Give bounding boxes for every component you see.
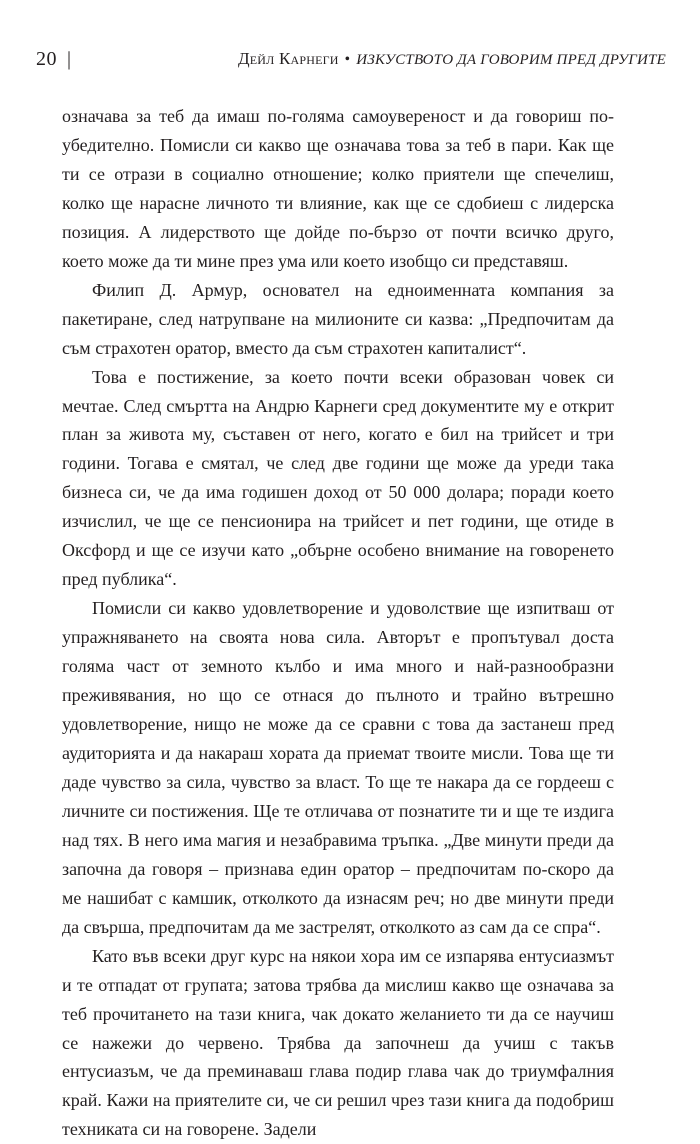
paragraph-continued: означава за теб да имаш по-голяма самоувереност и да говориш по-убедително. Помисли си какво ще означава това за теб в пари. Как ще ти се отрази в социално отношение; колко приятели ще спечелиш, колко ще нарасне личното ти влияние, как ще се сдобиеш с лидерска позиция. А лидерството ще дойде по-бързо от почти всичко друго, което може да ти мине през ума или което изобщо си представяш. — [62, 106, 614, 271]
paragraph: Помисли си какво удовлетворение и удоволствие ще изпитваш от упражняването на своята нова сила. Авторът е пропътувал доста голяма част от земното кълбо и има много и най-разнообразни преживявания, но що се отнася до пълното и трайно вътрешно удовлетворение, нищо не може да се сравни с това да застанеш пред аудиторията и да накараш хората да приемат твоите мисли. Това ще ти даде чувство за сила, чувство за власт. То ще те накара да се гордееш с личните си постижения. Ще те отличава от познатите ти и ще те издига над тях. В него има магия и незабравима тръпка. „Две минути преди да започна да говоря – признава един оратор – предпочитам по-скоро да ме нашибат с камшик, отколкото да изнасям реч; но две минути преди да свърша, предпочитам да ме застрелят, отколкото аз сам да се спра“. — [62, 598, 614, 937]
header-divider: | — [67, 47, 72, 70]
paragraph: Като във всеки друг курс на някои хора им се изпарява ентусиазмът и те отпадат от групата; затова трябва да мислиш какво ще означава за теб прочитането на тази книга, чак докато желанието ти да се научиш се нажежи до червено. Трябва да започнеш да учиш с такъв ентусиазъм, че да преминаваш глава подир глава чак до триумфалния край. Кажи на приятелите си, че си решил чрез тази книга да подобриш техниката си на говорене. Задели — [62, 945, 614, 1140]
paragraph: Това е постижение, за което почти всеки образован човек си мечтае. След смъртта на Андрю Карнеги сред документите му е открит план за живота му, съставен от него, когато е бил на трийсет и три години. Тогава е смятал, че след две години ще може да уреди така бизнеса си, че да има годишен доход от 50 000 долара; поради което изчислил, че ще се пенсионира на трийсет и пет години, ще отиде в Оксфорд и ще се изучи като „обърне особено внимание на говоренето пред публика“. — [62, 366, 614, 590]
running-header — [36, 44, 666, 74]
header-separator: • — [344, 51, 351, 68]
header-book-info — [238, 49, 666, 69]
body-text — [62, 102, 614, 1144]
paragraph: Филип Д. Армур, основател на едноименната компания за пакетиране, след натрупване на милионите си казва: „Предпочитам да съм страхотен оратор, вместо да съм страхотен капиталист“. — [62, 279, 614, 358]
header-book-title: ИЗКУСТВОТО ДА ГОВОРИМ ПРЕД ДРУГИТЕ — [356, 52, 666, 68]
header-author: Дейл Карнеги — [237, 49, 339, 68]
page-number: 20 — [36, 47, 57, 70]
